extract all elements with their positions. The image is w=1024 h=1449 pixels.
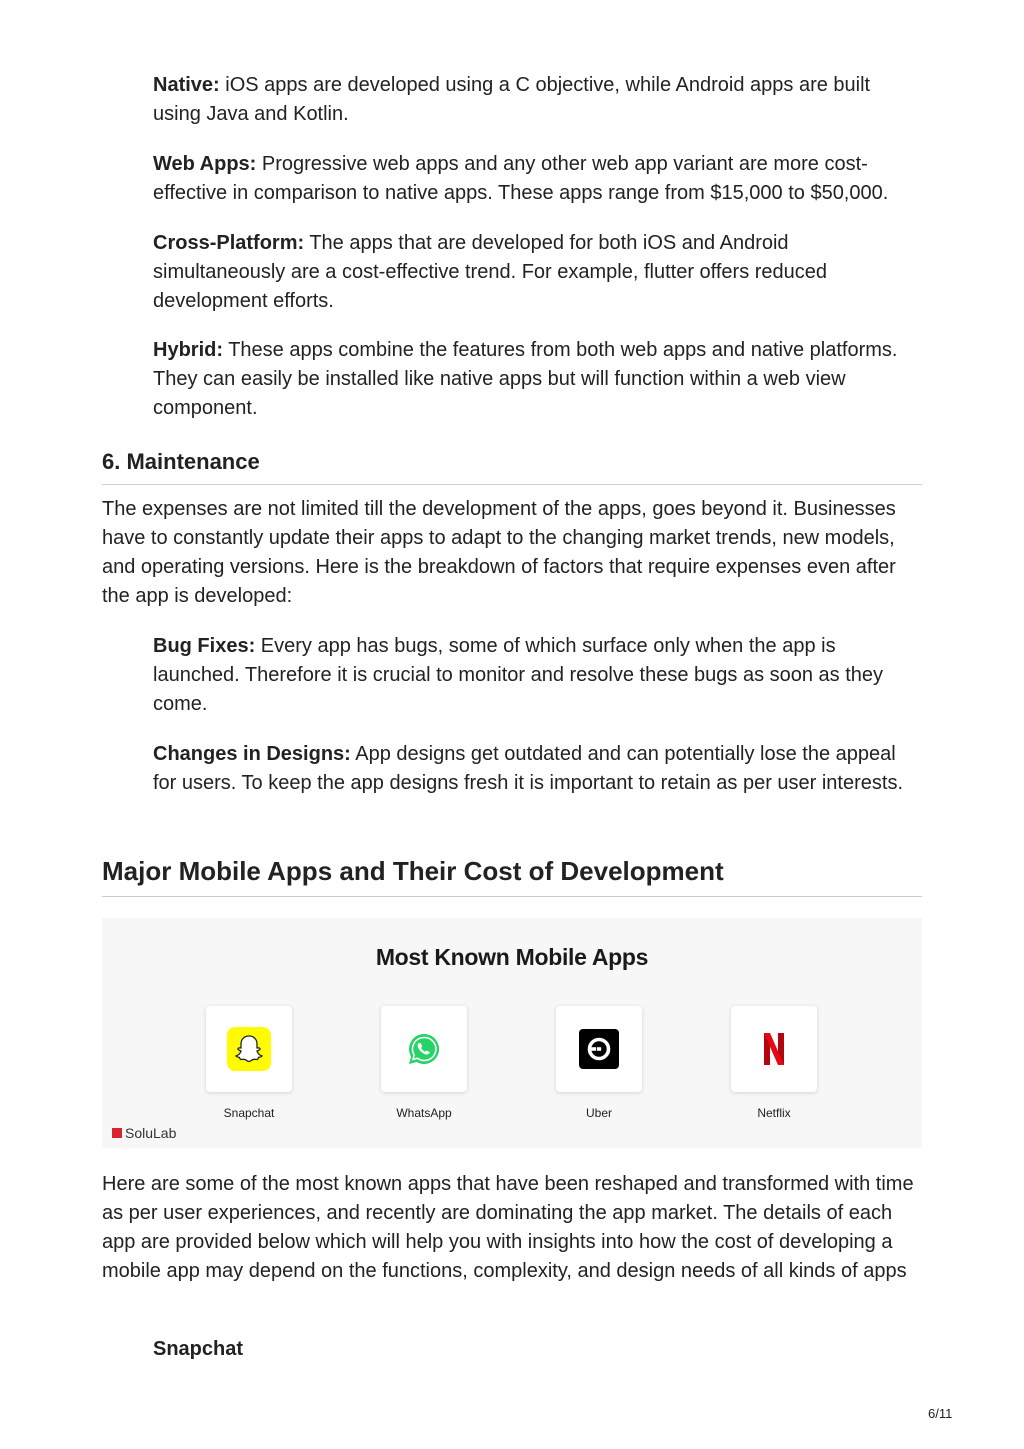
maintenance-design-changes — [153, 740, 923, 798]
whatsapp-icon — [406, 1031, 442, 1067]
most-known-apps-figure — [102, 918, 922, 1148]
app-name-whatsapp: WhatsApp — [396, 1106, 452, 1120]
maintenance-intro: The expenses are not limited till the development of the apps, goes beyond it. Businesses have to constantly update their apps to adapt to the changing market trends, new models, and operating versions. Here is the breakdown of factors that require expenses even after the app is developed: — [102, 498, 896, 607]
platform-web-apps-label: Web Apps: — [153, 153, 257, 175]
platform-cross-platform-label: Cross-Platform: — [153, 232, 305, 254]
app-uber — [554, 1006, 644, 1120]
platform-hybrid — [153, 336, 923, 423]
bug-fixes-text: Every app has bugs, some of which surface only when the app is launched. Therefore it is crucial to monitor and resolve these bugs as soon as they come. — [153, 635, 884, 715]
major-apps-heading: Major Mobile Apps and Their Cost of Development — [102, 854, 922, 897]
platform-native-label: Native: — [153, 74, 220, 96]
app-whatsapp — [379, 1006, 469, 1120]
platform-hybrid-text: These apps combine the features from both web apps and native platforms. They can easily be installed like native apps but will function within a web view component. — [153, 339, 898, 419]
snapchat-icon — [227, 1027, 271, 1071]
uber-icon — [579, 1029, 619, 1069]
platform-hybrid-label: Hybrid: — [153, 339, 223, 361]
app-card-snapchat — [206, 1006, 292, 1092]
maintenance-heading: 6. Maintenance — [102, 448, 922, 485]
app-card-whatsapp — [381, 1006, 467, 1092]
app-name-snapchat: Snapchat — [223, 1106, 275, 1120]
design-changes-text: App designs get outdated and can potentially lose the appeal for users. To keep the app designs fresh it is important to retain as per user interests. — [153, 743, 904, 794]
platform-web-apps — [153, 150, 923, 208]
maintenance-bug-fixes — [153, 632, 923, 719]
app-netflix — [729, 1006, 819, 1120]
solulab-logo-text: SoluLab — [125, 1125, 177, 1141]
platform-cross-platform — [153, 229, 923, 316]
app-name-uber: Uber — [585, 1106, 612, 1120]
solulab-logo — [112, 1125, 176, 1141]
snapchat-subheading: Snapchat — [153, 1338, 244, 1360]
app-snapchat — [204, 1006, 294, 1120]
netflix-icon — [762, 1032, 786, 1066]
major-apps-paragraph: Here are some of the most known apps that have been reshaped and transformed with time as per user experiences, and recently are dominating the app market. The details of each app are provided below which will help you with insights into how the cost of developing a mobile app may depend on the functions, complexity, and design needs of all kinds of apps — [102, 1173, 914, 1282]
figure-title: Most Known Mobile Apps — [375, 944, 649, 970]
page-number: 6/11 — [928, 1406, 953, 1421]
bug-fixes-label: Bug Fixes: — [153, 635, 256, 657]
platform-web-apps-text: Progressive web apps and any other web app variant are more cost-effective in comparison to native apps. These apps range from $15,000 to $50,000. — [153, 153, 889, 204]
app-card-netflix — [731, 1006, 817, 1092]
platform-native — [153, 71, 923, 129]
design-changes-label: Changes in Designs: — [153, 743, 351, 765]
solulab-logo-icon — [112, 1128, 122, 1138]
app-card-uber — [556, 1006, 642, 1092]
platform-cross-platform-text: The apps that are developed for both iOS and Android simultaneously are a cost-effective trend. For example, flutter offers reduced development efforts. — [153, 232, 828, 312]
app-name-netflix: Netflix — [757, 1106, 791, 1120]
platform-native-text: iOS apps are developed using a C objective, while Android apps are built using Java and Kotlin. — [153, 74, 871, 125]
